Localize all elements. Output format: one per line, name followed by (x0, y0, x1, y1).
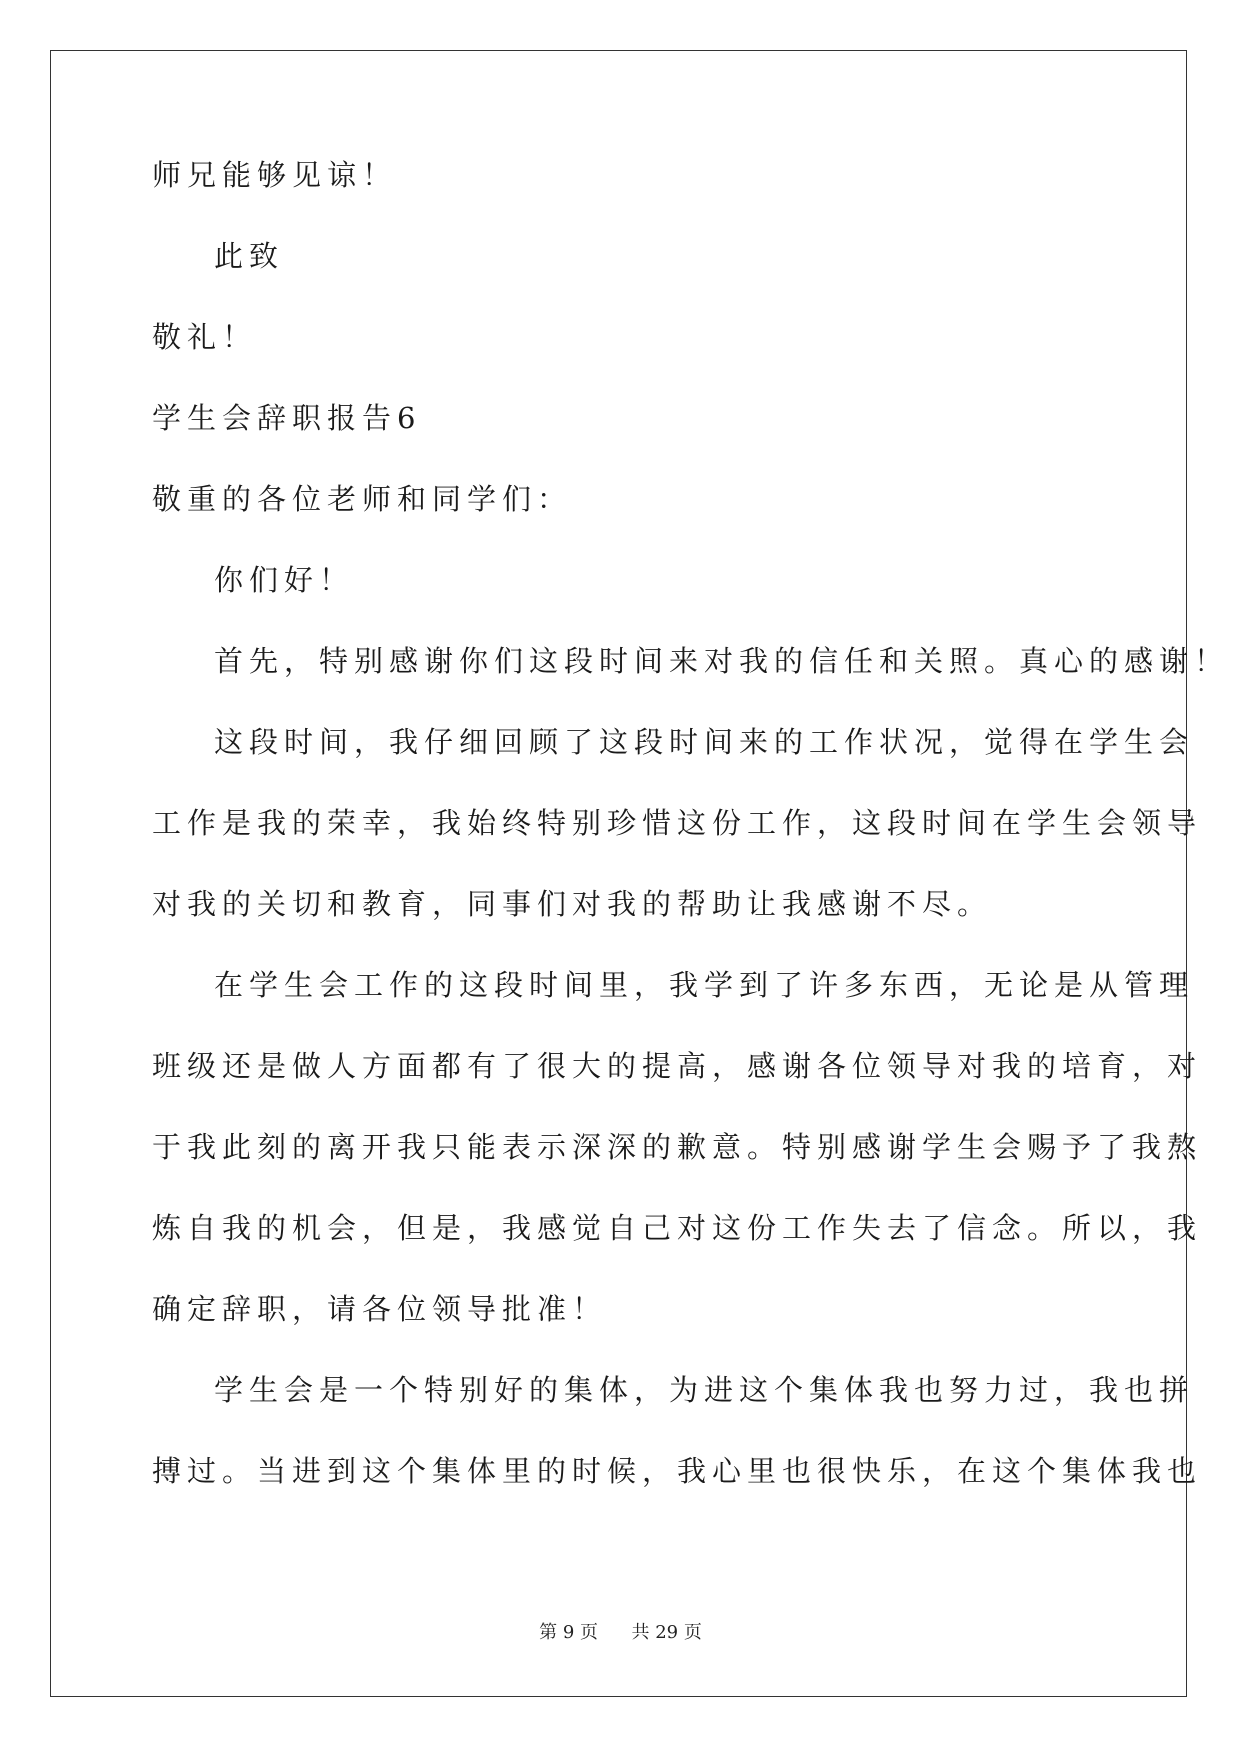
body-line: 炼自我的机会，但是，我感觉自己对这份工作失去了信念。所以，我 (152, 1211, 1203, 1245)
body-line: 班级还是做人方面都有了很大的提高，感谢各位领导对我的培育，对 (152, 1049, 1203, 1083)
body-line: 师兄能够见谅！ (152, 158, 398, 192)
body-line: 于我此刻的离开我只能表示深深的歉意。特别感谢学生会赐予了我熬 (152, 1130, 1203, 1164)
greeting-hello: 你们好！ (214, 563, 355, 597)
body-line: 在学生会工作的这段时间里，我学到了许多东西，无论是从管理 (214, 968, 1195, 1002)
body-line: 学生会是一个特别好的集体，为进这个集体我也努力过，我也拼 (214, 1373, 1195, 1407)
document-body (152, 158, 1230, 1537)
greeting: 敬重的各位老师和同学们： (152, 482, 573, 516)
page-total: 共 29 页 (631, 1622, 702, 1643)
body-line: 首先，特别感谢你们这段时间来对我的信任和关照。真心的感谢！ (214, 644, 1230, 678)
closing-regards: 敬礼！ (152, 320, 258, 354)
page-number: 第 9 页 (539, 1622, 599, 1643)
body-line: 搏过。当进到这个集体里的时候，我心里也很快乐，在这个集体我也 (152, 1454, 1203, 1488)
closing-salutation: 此致 (214, 239, 285, 273)
section-title: 学生会辞职报告6 (152, 401, 422, 435)
body-line: 确定辞职，请各位领导批准！ (152, 1292, 608, 1326)
body-line: 对我的关切和教育，同事们对我的帮助让我感谢不尽。 (152, 887, 993, 921)
body-line: 这段时间，我仔细回顾了这段时间来的工作状况，觉得在学生会 (214, 725, 1195, 759)
body-line: 工作是我的荣幸，我始终特别珍惜这份工作，这段时间在学生会领导 (152, 806, 1203, 840)
page-footer (0, 1618, 1241, 1644)
